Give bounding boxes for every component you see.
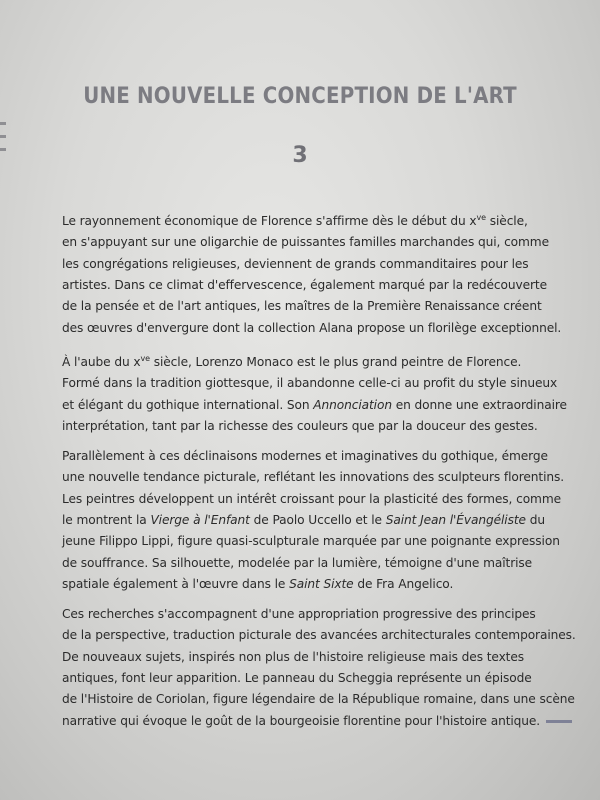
text-line: Les peintres développent un intérêt croissant pour la plasticité des formes, comme: [62, 491, 561, 506]
panel-title: UNE NOUVELLE CONCEPTION DE L'ART: [83, 84, 517, 109]
text-line: [62, 711, 562, 732]
last-line-text: narrative qui évoque le goût de la bourgeoisie florentine pour l'histoire antique.: [62, 713, 541, 728]
text-line: interprétation, tant par la richesse des couleurs que par la douceur des gestes.: [62, 418, 538, 433]
text-line: de la pensée et de l'art antiques, les maîtres de la Première Renaissance créent: [62, 299, 542, 314]
text-line: Le rayonnement économique de Florence s'affirme dès le début du $x^{ve}$ siècle,: [62, 213, 528, 229]
text-line: jeune Filippo Lippi, figure quasi-sculpturale marquée par une poignante expression: [62, 534, 560, 549]
end-of-text-mark: [546, 720, 572, 723]
text-line: Parallèlement à ces déclinaisons modernes et imaginatives du gothique, émerge: [62, 449, 548, 464]
text-line: les congrégations religieuses, deviennent de grands commanditaires pour les: [62, 256, 529, 271]
edge-mark: [0, 135, 6, 138]
chapter-number: 3: [292, 143, 308, 168]
paragraph-1: [62, 207, 562, 339]
text-line: une nouvelle tendance picturale, reflétant les innovations des sculpteurs florentins.: [62, 470, 565, 485]
edge-mark: [0, 122, 6, 125]
text-line: le montrent la Vierge à l'Enfant de Paolo Uccello et le Saint Jean l'Évangéliste du: [62, 512, 545, 527]
text-line: Formé dans la tradition giottesque, il abandonne celle-ci au profit du style sinueux: [62, 376, 558, 391]
text-line: et élégant du gothique international. Son Annonciation en donne une extraordinaire: [62, 397, 567, 412]
text-line: de la perspective, traduction picturale des avancées architecturales contemporaines.: [62, 628, 576, 643]
text-line: en s'appuyant sur une oligarchie de puissantes familles marchandes qui, comme: [62, 235, 549, 250]
text-line: antiques, font leur apparition. Le panneau du Scheggia représente un épisode: [62, 671, 532, 686]
panel-body-text: [62, 207, 576, 741]
text-line: des œuvres d'envergure dont la collection Alana propose un florilège exceptionnel.: [62, 320, 562, 335]
paragraph-3: [62, 446, 565, 595]
text-line: artistes. Dans ce climat d'effervescence, également marqué par la redécouverte: [62, 277, 547, 292]
text-line: spatiale également à l'œuvre dans le Saint Sixte de Fra Angelico.: [62, 576, 454, 591]
text-line: À l'aube du $x^{ve}$ siècle, Lorenzo Monaco est le plus grand peintre de Florence.: [62, 353, 522, 369]
paragraph-4: [62, 604, 576, 732]
text-line: de l'Histoire de Coriolan, figure légendaire de la République romaine, dans une scène: [62, 692, 575, 707]
text-line: de souffrance. Sa silhouette, modelée par la lumière, témoigne d'une maîtrise: [62, 555, 533, 570]
text-line: Ces recherches s'accompagnent d'une appropriation progressive des principes: [62, 607, 536, 622]
text-line: De nouveaux sujets, inspirés non plus de l'histoire religieuse mais des textes: [62, 649, 525, 664]
paragraph-2: [62, 348, 567, 437]
